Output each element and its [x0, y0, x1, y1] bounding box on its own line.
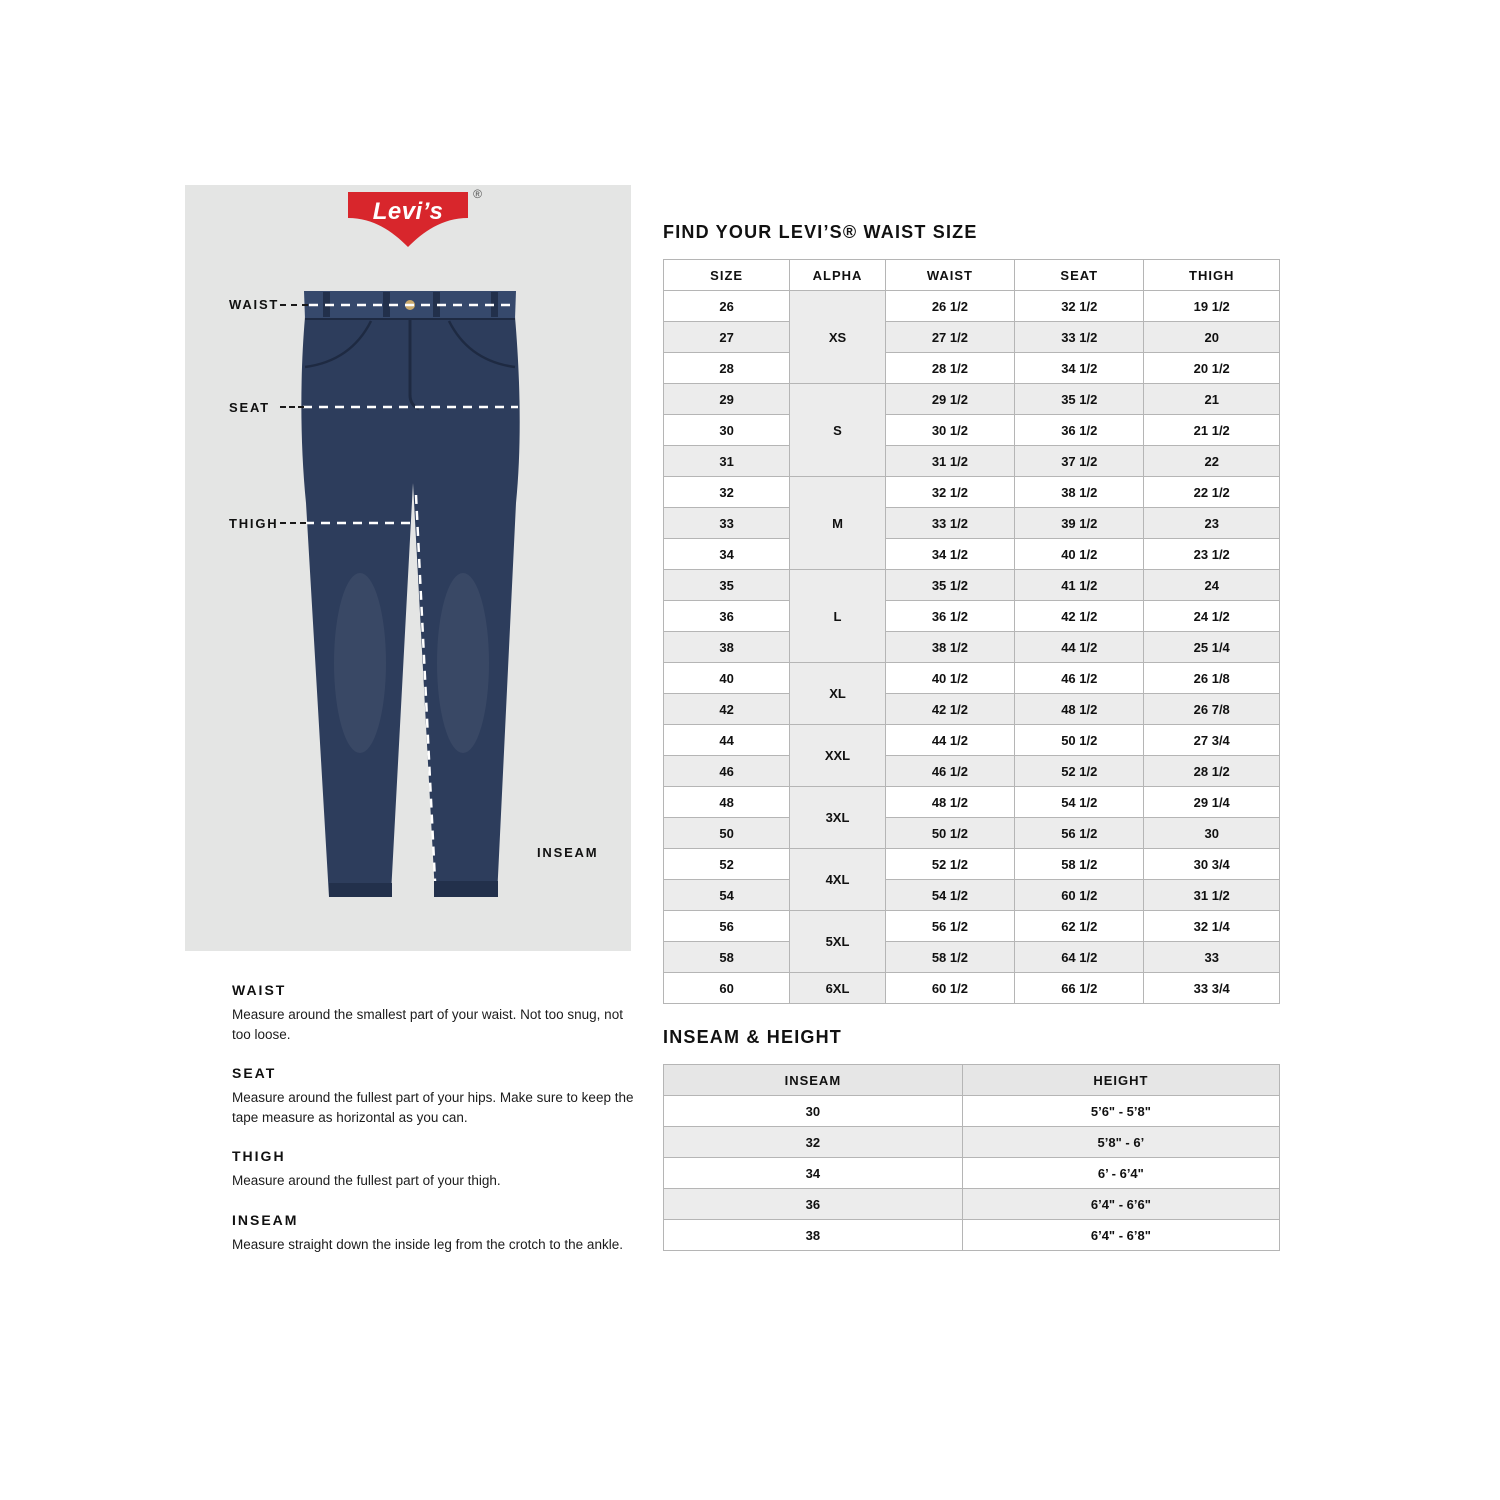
inseam-cell: 32 [664, 1127, 963, 1158]
thigh-cell: 24 [1144, 570, 1280, 601]
waist-cell: 32 1/2 [885, 477, 1014, 508]
size-cell: 38 [664, 632, 790, 663]
thigh-dash-connector [280, 522, 306, 524]
seat-cell: 40 1/2 [1015, 539, 1144, 570]
definition-inseam [232, 1212, 634, 1255]
waist-column-header: WAIST [885, 260, 1014, 291]
seat-cell: 64 1/2 [1015, 942, 1144, 973]
thigh-diagram-label: THIGH [229, 516, 279, 531]
waist-column-header: SIZE [664, 260, 790, 291]
inseam-cell: 36 [664, 1189, 963, 1220]
thigh-cell: 23 1/2 [1144, 539, 1280, 570]
waist-column-header: THIGH [1144, 260, 1280, 291]
size-cell: 44 [664, 725, 790, 756]
waist-table-row [664, 880, 1280, 911]
waist-table-row [664, 508, 1280, 539]
definition-text: Measure around the fullest part of your hips. Make sure to keep the tape measure as horizontal as you can. [232, 1090, 634, 1125]
size-cell: 27 [664, 322, 790, 353]
thigh-cell: 19 1/2 [1144, 291, 1280, 322]
inseam-cell: 38 [664, 1220, 963, 1251]
seat-cell: 44 1/2 [1015, 632, 1144, 663]
inseam-height-table [663, 1064, 1280, 1251]
size-cell: 28 [664, 353, 790, 384]
thigh-cell: 29 1/4 [1144, 787, 1280, 818]
seat-cell: 54 1/2 [1015, 787, 1144, 818]
waist-cell: 27 1/2 [885, 322, 1014, 353]
size-cell: 31 [664, 446, 790, 477]
alpha-cell: 6XL [790, 973, 885, 1004]
waist-size-title: FIND YOUR LEVI’S® WAIST SIZE [663, 222, 978, 242]
height-cell: 6’ - 6’4" [962, 1158, 1279, 1189]
thigh-cell: 26 7/8 [1144, 694, 1280, 725]
inseam-table-row [664, 1127, 1280, 1158]
waist-table-row [664, 632, 1280, 663]
seat-cell: 66 1/2 [1015, 973, 1144, 1004]
waist-cell: 33 1/2 [885, 508, 1014, 539]
measurement-definitions [232, 982, 634, 1275]
inseam-cell: 30 [664, 1096, 963, 1127]
definition-waist [232, 982, 634, 1044]
waist-cell: 29 1/2 [885, 384, 1014, 415]
waist-column-header: SEAT [1015, 260, 1144, 291]
seat-cell: 33 1/2 [1015, 322, 1144, 353]
seat-cell: 46 1/2 [1015, 663, 1144, 694]
waist-cell: 40 1/2 [885, 663, 1014, 694]
waist-cell: 46 1/2 [885, 756, 1014, 787]
thigh-cell: 31 1/2 [1144, 880, 1280, 911]
inseam-table-row [664, 1096, 1280, 1127]
waist-cell: 48 1/2 [885, 787, 1014, 818]
size-cell: 46 [664, 756, 790, 787]
waist-cell: 30 1/2 [885, 415, 1014, 446]
thigh-cell: 33 [1144, 942, 1280, 973]
height-cell: 6’4" - 6’8" [962, 1220, 1279, 1251]
seat-cell: 41 1/2 [1015, 570, 1144, 601]
seat-cell: 35 1/2 [1015, 384, 1144, 415]
size-cell: 60 [664, 973, 790, 1004]
thigh-cell: 27 3/4 [1144, 725, 1280, 756]
thigh-cell: 22 [1144, 446, 1280, 477]
definition-term: THIGH [232, 1148, 286, 1165]
definition-term: SEAT [232, 1065, 277, 1082]
waist-cell: 60 1/2 [885, 973, 1014, 1004]
waist-column-header: ALPHA [790, 260, 885, 291]
seat-cell: 42 1/2 [1015, 601, 1144, 632]
levis-logo [348, 187, 482, 254]
definition-text: Measure straight down the inside leg from the crotch to the ankle. [232, 1236, 623, 1252]
seat-cell: 50 1/2 [1015, 725, 1144, 756]
thigh-cell: 22 1/2 [1144, 477, 1280, 508]
thigh-cell: 20 [1144, 322, 1280, 353]
inseam-cell: 34 [664, 1158, 963, 1189]
thigh-cell: 32 1/4 [1144, 911, 1280, 942]
alpha-cell: L [790, 570, 885, 663]
registered-mark: ® [473, 187, 482, 201]
waist-table-row [664, 353, 1280, 384]
alpha-cell: 4XL [790, 849, 885, 911]
seat-cell: 56 1/2 [1015, 818, 1144, 849]
waist-cell: 31 1/2 [885, 446, 1014, 477]
seat-cell: 62 1/2 [1015, 911, 1144, 942]
jeans-diagram-panel [185, 185, 631, 951]
inseam-column-header: HEIGHT [962, 1065, 1279, 1096]
size-cell: 52 [664, 849, 790, 880]
size-cell: 54 [664, 880, 790, 911]
height-cell: 6’4" - 6’6" [962, 1189, 1279, 1220]
thigh-cell: 25 1/4 [1144, 632, 1280, 663]
thigh-cell: 20 1/2 [1144, 353, 1280, 384]
inseam-height-title: INSEAM & HEIGHT [663, 1027, 843, 1047]
size-cell: 58 [664, 942, 790, 973]
waist-table-row [664, 694, 1280, 725]
size-cell: 26 [664, 291, 790, 322]
definition-seat [232, 1065, 634, 1127]
waist-table-row [664, 601, 1280, 632]
waist-table-row [664, 446, 1280, 477]
thigh-cell: 28 1/2 [1144, 756, 1280, 787]
inseam-table-row [664, 1220, 1280, 1251]
jeans-body [301, 317, 519, 897]
waist-table-row [664, 570, 1280, 601]
waist-cell: 34 1/2 [885, 539, 1014, 570]
size-cell: 40 [664, 663, 790, 694]
waist-cell: 42 1/2 [885, 694, 1014, 725]
waist-table-row [664, 942, 1280, 973]
waist-cell: 58 1/2 [885, 942, 1014, 973]
size-cell: 29 [664, 384, 790, 415]
waist-cell: 35 1/2 [885, 570, 1014, 601]
seat-dash-connector [280, 406, 304, 408]
seat-diagram-label: SEAT [229, 400, 270, 415]
waist-table-row [664, 973, 1280, 1004]
waist-dash-connector [280, 304, 308, 306]
size-tables-section [663, 222, 1280, 1251]
waist-table-row [664, 911, 1280, 942]
seat-cell: 32 1/2 [1015, 291, 1144, 322]
alpha-cell: 5XL [790, 911, 885, 973]
inseam-table-row [664, 1189, 1280, 1220]
alpha-cell: XS [790, 291, 885, 384]
seat-cell: 60 1/2 [1015, 880, 1144, 911]
definition-text: Measure around the smallest part of your waist. Not too snug, not too loose. [232, 1007, 623, 1042]
inseam-column-header: INSEAM [664, 1065, 963, 1096]
alpha-cell: XL [790, 663, 885, 725]
seat-cell: 34 1/2 [1015, 353, 1144, 384]
waist-table-row [664, 291, 1280, 322]
thigh-cell: 24 1/2 [1144, 601, 1280, 632]
waist-cell: 38 1/2 [885, 632, 1014, 663]
height-cell: 5’8" - 6’ [962, 1127, 1279, 1158]
alpha-cell: 3XL [790, 787, 885, 849]
size-cell: 56 [664, 911, 790, 942]
waist-table-row [664, 415, 1280, 446]
waist-table-row [664, 818, 1280, 849]
alpha-cell: S [790, 384, 885, 477]
waist-cell: 26 1/2 [885, 291, 1014, 322]
waist-cell: 44 1/2 [885, 725, 1014, 756]
waist-table-row [664, 756, 1280, 787]
size-cell: 36 [664, 601, 790, 632]
waist-cell: 56 1/2 [885, 911, 1014, 942]
inseam-table-row [664, 1158, 1280, 1189]
alpha-cell: M [790, 477, 885, 570]
definition-term: INSEAM [232, 1211, 299, 1228]
thigh-cell: 30 3/4 [1144, 849, 1280, 880]
seat-cell: 52 1/2 [1015, 756, 1144, 787]
inseam-diagram-label: INSEAM [537, 845, 599, 860]
thigh-cell: 23 [1144, 508, 1280, 539]
waist-cell: 50 1/2 [885, 818, 1014, 849]
waist-table-header-row [664, 260, 1280, 291]
waist-cell: 28 1/2 [885, 353, 1014, 384]
thigh-cell: 30 [1144, 818, 1280, 849]
seat-cell: 37 1/2 [1015, 446, 1144, 477]
waist-size-table [663, 259, 1280, 1004]
seat-cell: 48 1/2 [1015, 694, 1144, 725]
waist-table-row [664, 384, 1280, 415]
definition-term: WAIST [232, 982, 287, 998]
waist-table-row [664, 322, 1280, 353]
jeans-right-hem [434, 881, 498, 897]
inseam-table-header-row [664, 1065, 1280, 1096]
thigh-cell: 21 1/2 [1144, 415, 1280, 446]
waist-cell: 54 1/2 [885, 880, 1014, 911]
waist-table-row [664, 849, 1280, 880]
waist-cell: 36 1/2 [885, 601, 1014, 632]
waist-diagram-label: WAIST [229, 297, 280, 312]
definition-thigh [232, 1148, 634, 1191]
thigh-cell: 21 [1144, 384, 1280, 415]
seat-cell: 36 1/2 [1015, 415, 1144, 446]
waist-table-row [664, 787, 1280, 818]
size-cell: 35 [664, 570, 790, 601]
size-cell: 34 [664, 539, 790, 570]
waist-cell: 52 1/2 [885, 849, 1014, 880]
thigh-cell: 26 1/8 [1144, 663, 1280, 694]
levis-logo-text: Levi’s [372, 198, 444, 225]
size-cell: 50 [664, 818, 790, 849]
waist-table-row [664, 477, 1280, 508]
size-cell: 33 [664, 508, 790, 539]
thigh-cell: 33 3/4 [1144, 973, 1280, 1004]
size-cell: 48 [664, 787, 790, 818]
seat-cell: 39 1/2 [1015, 508, 1144, 539]
waist-table-row [664, 539, 1280, 570]
seat-cell: 38 1/2 [1015, 477, 1144, 508]
size-cell: 42 [664, 694, 790, 725]
size-cell: 30 [664, 415, 790, 446]
definition-text: Measure around the fullest part of your thigh. [232, 1173, 501, 1189]
height-cell: 5’6" - 5’8" [962, 1096, 1279, 1127]
size-cell: 32 [664, 477, 790, 508]
alpha-cell: XXL [790, 725, 885, 787]
jeans-left-hem [329, 883, 392, 897]
waist-table-row [664, 663, 1280, 694]
waist-table-row [664, 725, 1280, 756]
jeans-photo [285, 283, 535, 915]
seat-cell: 58 1/2 [1015, 849, 1144, 880]
